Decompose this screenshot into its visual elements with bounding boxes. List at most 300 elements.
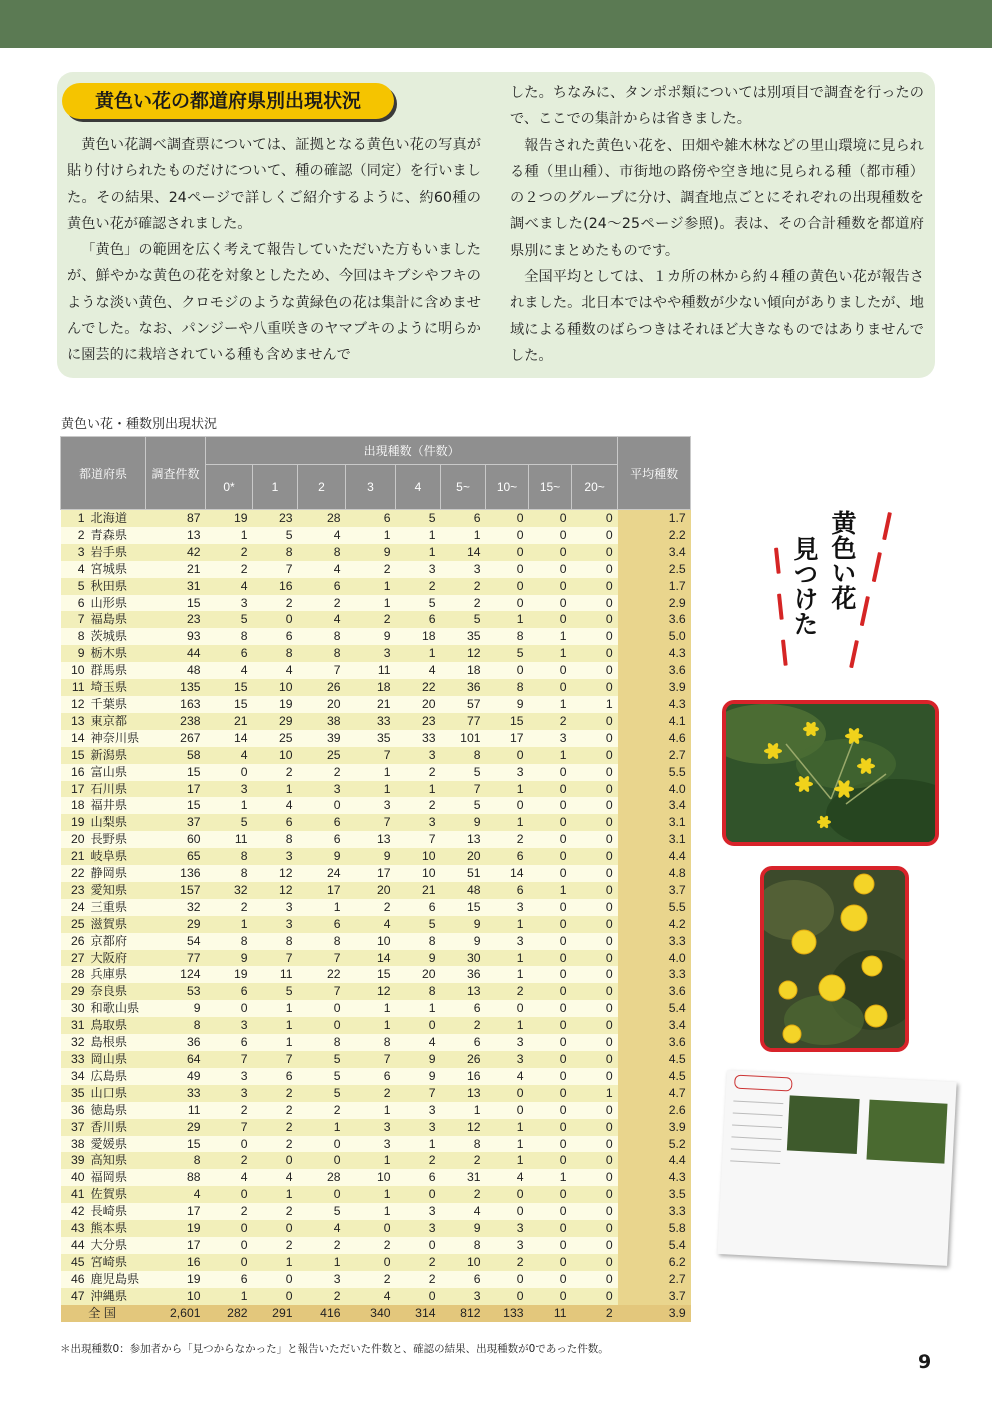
section-title: 黄色い花の都道府県別出現状況 (62, 83, 394, 119)
survey-sheet-line (733, 1112, 783, 1116)
species-count-cell: 6 (298, 916, 346, 933)
species-count-cell: 1 (486, 950, 529, 967)
species-count-cell: 7 (441, 781, 486, 798)
species-count-cell: 1 (206, 1288, 253, 1305)
species-count-cell: 1 (253, 1254, 298, 1271)
species-count-cell: 0 (572, 510, 618, 527)
species-count-cell: 3 (396, 814, 441, 831)
species-count-cell: 4 (253, 1169, 298, 1186)
species-count-cell: 6 (346, 510, 396, 527)
row-number: 31 (61, 1017, 88, 1034)
species-count-cell: 0 (298, 1000, 346, 1017)
table-row (61, 527, 691, 544)
species-count-cell: 9 (298, 848, 346, 865)
col-header-bin: 1 (253, 465, 298, 510)
row-number: 27 (61, 950, 88, 967)
table-row (61, 611, 691, 628)
col-header-bin: 15~ (529, 465, 572, 510)
prefecture-name: 岐阜県 (88, 848, 146, 865)
average-cell: 3.3 (618, 966, 691, 983)
species-count-cell: 2 (346, 1085, 396, 1102)
table-row (61, 831, 691, 848)
species-count-cell: 22 (298, 966, 346, 983)
species-count-cell: 5 (298, 1051, 346, 1068)
species-count-cell: 5 (298, 1203, 346, 1220)
survey-sheet-image (866, 1100, 947, 1164)
species-count-cell: 8 (298, 1034, 346, 1051)
species-count-cell: 26 (298, 679, 346, 696)
prefecture-name: 埼玉県 (88, 679, 146, 696)
flower-photo (760, 866, 909, 1052)
table-row (61, 983, 691, 1000)
prefecture-name: 宮城県 (88, 561, 146, 578)
survey-count: 77 (146, 950, 206, 967)
prefecture-name: 宮崎県 (88, 1254, 146, 1271)
species-count-cell: 2 (441, 1186, 486, 1203)
species-count-cell: 12 (441, 1119, 486, 1136)
species-count-cell: 0 (486, 1186, 529, 1203)
species-count-cell: 0 (529, 1254, 572, 1271)
species-count-cell: 5 (206, 814, 253, 831)
survey-count: 29 (146, 1119, 206, 1136)
table-row (61, 1186, 691, 1203)
species-count-cell: 32 (206, 882, 253, 899)
species-count-cell: 0 (206, 764, 253, 781)
species-count-cell: 1 (206, 916, 253, 933)
total-count-cell: 812 (441, 1305, 486, 1322)
species-count-cell: 0 (572, 1017, 618, 1034)
col-header-bin: 2 (298, 465, 346, 510)
species-count-cell: 8 (298, 628, 346, 645)
table-row (61, 1271, 691, 1288)
table-row (61, 1254, 691, 1271)
average-cell: 3.1 (618, 814, 691, 831)
prefecture-name: 石川県 (88, 781, 146, 798)
species-count-cell: 3 (206, 1017, 253, 1034)
species-count-cell: 3 (486, 1237, 529, 1254)
species-count-cell: 1 (346, 1000, 396, 1017)
species-count-cell: 7 (253, 1051, 298, 1068)
species-count-cell: 23 (396, 713, 441, 730)
survey-count: 49 (146, 1068, 206, 1085)
prefecture-name: 大阪府 (88, 950, 146, 967)
survey-count: 93 (146, 628, 206, 645)
species-count-cell: 8 (396, 933, 441, 950)
species-count-cell: 0 (486, 578, 529, 595)
species-count-cell: 7 (346, 747, 396, 764)
species-count-cell: 0 (529, 1068, 572, 1085)
prefecture-name: 滋賀県 (88, 916, 146, 933)
species-count-cell: 28 (298, 510, 346, 527)
species-count-cell: 2 (253, 1237, 298, 1254)
species-count-cell: 0 (572, 1237, 618, 1254)
survey-sheet-line (731, 1136, 781, 1140)
species-count-cell: 0 (572, 916, 618, 933)
total-count-cell: 2 (572, 1305, 618, 1322)
species-count-cell: 2 (396, 797, 441, 814)
species-count-cell: 33 (396, 730, 441, 747)
species-count-cell: 2 (346, 1237, 396, 1254)
table-row (61, 578, 691, 595)
species-count-cell: 5 (298, 1068, 346, 1085)
table-body (61, 510, 691, 1322)
species-count-cell: 1 (253, 1186, 298, 1203)
table-row (61, 628, 691, 645)
species-count-cell: 0 (572, 662, 618, 679)
survey-count: 267 (146, 730, 206, 747)
species-count-cell: 9 (396, 1068, 441, 1085)
species-count-cell: 6 (396, 899, 441, 916)
species-count-cell: 5 (396, 510, 441, 527)
species-count-cell: 2 (486, 831, 529, 848)
species-count-cell: 0 (486, 544, 529, 561)
species-count-cell: 2 (253, 764, 298, 781)
species-count-cell: 8 (253, 544, 298, 561)
survey-count: 58 (146, 747, 206, 764)
species-count-cell: 28 (298, 1169, 346, 1186)
prefecture-name: 広島県 (88, 1068, 146, 1085)
species-count-cell: 1 (396, 645, 441, 662)
species-count-cell: 0 (486, 1288, 529, 1305)
species-count-cell: 2 (529, 713, 572, 730)
table-row (61, 662, 691, 679)
species-count-cell: 0 (529, 1051, 572, 1068)
average-cell: 4.5 (618, 1068, 691, 1085)
species-count-cell: 0 (572, 1288, 618, 1305)
row-number: 16 (61, 764, 88, 781)
row-number: 10 (61, 662, 88, 679)
average-cell: 5.8 (618, 1220, 691, 1237)
species-count-cell: 3 (486, 1034, 529, 1051)
row-number: 18 (61, 797, 88, 814)
species-count-cell: 14 (441, 544, 486, 561)
species-count-cell: 0 (396, 1017, 441, 1034)
average-cell: 5.4 (618, 1237, 691, 1254)
species-count-cell: 0 (572, 1068, 618, 1085)
species-count-cell: 0 (529, 1288, 572, 1305)
species-count-cell: 0 (253, 1288, 298, 1305)
species-count-cell: 3 (253, 899, 298, 916)
species-count-cell: 0 (529, 595, 572, 612)
species-count-cell: 6 (486, 848, 529, 865)
species-count-cell: 8 (441, 747, 486, 764)
species-count-cell: 1 (529, 696, 572, 713)
species-count-cell: 4 (206, 747, 253, 764)
callout-line: 黄色い花 (828, 510, 857, 610)
total-label: 全 国 (61, 1305, 146, 1322)
col-header-bin: 10~ (486, 465, 529, 510)
species-count-cell: 2 (298, 764, 346, 781)
row-number: 21 (61, 848, 88, 865)
species-count-cell: 11 (206, 831, 253, 848)
species-count-cell: 1 (298, 1119, 346, 1136)
prefecture-name: 岩手県 (88, 544, 146, 561)
species-count-cell: 0 (572, 1186, 618, 1203)
survey-count: 23 (146, 611, 206, 628)
species-count-cell: 3 (396, 747, 441, 764)
survey-sheet-line (732, 1124, 782, 1128)
row-number: 46 (61, 1271, 88, 1288)
species-count-cell: 1 (346, 764, 396, 781)
species-count-cell: 0 (529, 1271, 572, 1288)
species-count-cell: 6 (441, 1271, 486, 1288)
prefecture-name: 兵庫県 (88, 966, 146, 983)
row-number: 34 (61, 1068, 88, 1085)
prefecture-name: 青森県 (88, 527, 146, 544)
species-count-cell: 1 (346, 527, 396, 544)
prefecture-name: 岡山県 (88, 1051, 146, 1068)
species-count-cell: 2 (346, 899, 396, 916)
species-count-cell: 3 (206, 595, 253, 612)
average-cell: 2.9 (618, 595, 691, 612)
species-count-cell: 11 (253, 966, 298, 983)
survey-sheet-line (730, 1160, 780, 1164)
average-cell: 4.7 (618, 1085, 691, 1102)
species-count-cell: 0 (529, 1119, 572, 1136)
species-count-cell: 2 (206, 1102, 253, 1119)
average-cell: 4.1 (618, 713, 691, 730)
species-count-cell: 57 (441, 696, 486, 713)
row-number: 3 (61, 544, 88, 561)
survey-count: 13 (146, 527, 206, 544)
species-count-cell: 0 (253, 611, 298, 628)
row-number: 20 (61, 831, 88, 848)
species-count-cell: 8 (298, 645, 346, 662)
species-count-cell: 1 (572, 696, 618, 713)
survey-count: 15 (146, 1136, 206, 1153)
species-count-cell: 6 (206, 645, 253, 662)
survey-count: 163 (146, 696, 206, 713)
species-count-cell: 18 (441, 662, 486, 679)
species-count-cell: 2 (206, 1152, 253, 1169)
species-count-cell: 1 (346, 1102, 396, 1119)
average-cell: 2.5 (618, 561, 691, 578)
average-cell: 2.6 (618, 1102, 691, 1119)
species-count-cell: 0 (572, 1254, 618, 1271)
species-count-cell: 19 (206, 966, 253, 983)
species-count-cell: 9 (441, 1220, 486, 1237)
species-count-cell: 0 (298, 1136, 346, 1153)
species-count-cell: 2 (346, 611, 396, 628)
species-count-cell: 13 (441, 983, 486, 1000)
species-count-cell: 6 (298, 578, 346, 595)
average-cell: 3.7 (618, 1288, 691, 1305)
average-cell: 3.4 (618, 797, 691, 814)
species-count-cell: 48 (441, 882, 486, 899)
species-count-cell: 2 (298, 1237, 346, 1254)
species-count-cell: 4 (346, 916, 396, 933)
average-cell: 3.4 (618, 544, 691, 561)
species-count-cell: 1 (486, 781, 529, 798)
species-count-cell: 0 (572, 1000, 618, 1017)
species-count-cell: 19 (206, 510, 253, 527)
species-count-cell: 4 (206, 578, 253, 595)
total-count-cell: 314 (396, 1305, 441, 1322)
species-count-cell: 8 (441, 1237, 486, 1254)
species-count-cell: 6 (441, 510, 486, 527)
species-count-cell: 4 (346, 1288, 396, 1305)
species-count-cell: 1 (486, 611, 529, 628)
species-count-cell: 1 (298, 1254, 346, 1271)
species-count-cell: 2 (396, 764, 441, 781)
average-cell: 5.5 (618, 764, 691, 781)
average-cell: 5.5 (618, 899, 691, 916)
species-count-cell: 15 (206, 679, 253, 696)
species-count-cell: 3 (346, 797, 396, 814)
species-count-cell: 0 (529, 611, 572, 628)
survey-count: 4 (146, 1186, 206, 1203)
species-count-cell: 14 (486, 865, 529, 882)
prefecture-name: 鳥取県 (88, 1017, 146, 1034)
species-count-cell: 0 (572, 831, 618, 848)
species-count-cell: 9 (441, 916, 486, 933)
prefecture-name: 佐賀県 (88, 1186, 146, 1203)
survey-count: 32 (146, 899, 206, 916)
table-row (61, 966, 691, 983)
survey-count: 19 (146, 1271, 206, 1288)
species-count-cell: 8 (206, 628, 253, 645)
species-count-cell: 1 (529, 628, 572, 645)
species-count-cell: 16 (441, 1068, 486, 1085)
average-cell: 3.3 (618, 1203, 691, 1220)
species-count-cell: 0 (486, 561, 529, 578)
table-row (61, 916, 691, 933)
species-count-cell: 6 (253, 628, 298, 645)
species-count-cell: 20 (396, 966, 441, 983)
species-count-cell: 0 (572, 747, 618, 764)
species-count-cell: 3 (486, 1220, 529, 1237)
species-count-cell: 1 (486, 1017, 529, 1034)
species-count-cell: 3 (396, 1102, 441, 1119)
table-row (61, 865, 691, 882)
total-average: 3.9 (618, 1305, 691, 1322)
species-count-cell: 0 (529, 916, 572, 933)
species-count-cell: 51 (441, 865, 486, 882)
species-count-cell: 26 (441, 1051, 486, 1068)
species-count-cell: 3 (396, 1220, 441, 1237)
species-count-cell: 0 (529, 662, 572, 679)
average-cell: 3.6 (618, 1034, 691, 1051)
species-count-cell: 2 (441, 1152, 486, 1169)
species-count-cell: 35 (346, 730, 396, 747)
species-count-cell: 2 (253, 1119, 298, 1136)
average-cell: 4.4 (618, 848, 691, 865)
species-count-cell: 0 (572, 848, 618, 865)
prefecture-name: 長崎県 (88, 1203, 146, 1220)
species-count-cell: 4 (298, 1220, 346, 1237)
species-count-cell: 1 (529, 882, 572, 899)
species-count-cell: 0 (253, 1152, 298, 1169)
species-count-cell: 14 (206, 730, 253, 747)
species-count-cell: 0 (572, 1051, 618, 1068)
species-count-cell: 3 (206, 1068, 253, 1085)
prefecture-name: 千葉県 (88, 696, 146, 713)
average-cell: 4.3 (618, 696, 691, 713)
species-count-cell: 4 (396, 662, 441, 679)
species-count-cell: 0 (298, 1152, 346, 1169)
species-count-cell: 6 (298, 831, 346, 848)
average-cell: 3.1 (618, 831, 691, 848)
species-count-cell: 18 (346, 679, 396, 696)
species-count-cell: 6 (206, 1034, 253, 1051)
species-count-cell: 0 (529, 544, 572, 561)
species-count-cell: 20 (396, 696, 441, 713)
species-count-cell: 13 (441, 831, 486, 848)
table-total-row (61, 1305, 691, 1322)
table-row (61, 933, 691, 950)
row-number: 35 (61, 1085, 88, 1102)
species-count-cell: 9 (206, 950, 253, 967)
species-count-cell: 0 (206, 1186, 253, 1203)
row-number: 23 (61, 882, 88, 899)
row-number: 5 (61, 578, 88, 595)
table-row (61, 561, 691, 578)
species-count-cell: 7 (253, 950, 298, 967)
species-count-cell: 0 (486, 527, 529, 544)
row-number: 41 (61, 1186, 88, 1203)
prefecture-name: 神奈川県 (88, 730, 146, 747)
species-count-cell: 2 (298, 1288, 346, 1305)
species-count-cell: 2 (206, 899, 253, 916)
average-cell: 2.2 (618, 527, 691, 544)
survey-count: 17 (146, 1237, 206, 1254)
species-count-cell: 0 (529, 966, 572, 983)
row-number: 19 (61, 814, 88, 831)
species-count-cell: 0 (298, 797, 346, 814)
survey-count: 15 (146, 764, 206, 781)
species-count-cell: 4 (396, 1034, 441, 1051)
intro-right-column (510, 80, 924, 369)
species-count-cell: 8 (486, 679, 529, 696)
survey-count: 36 (146, 1034, 206, 1051)
row-number: 14 (61, 730, 88, 747)
species-count-cell: 1 (441, 527, 486, 544)
species-count-cell: 1 (441, 1102, 486, 1119)
col-header-average: 平均種数 (618, 437, 691, 510)
table-row (61, 1237, 691, 1254)
species-count-cell: 17 (486, 730, 529, 747)
species-count-cell: 1 (346, 1203, 396, 1220)
species-count-cell: 0 (486, 1102, 529, 1119)
species-count-cell: 36 (441, 679, 486, 696)
species-count-cell: 2 (206, 561, 253, 578)
table-row (61, 713, 691, 730)
average-cell: 4.5 (618, 1051, 691, 1068)
survey-count: 8 (146, 1152, 206, 1169)
header-band (0, 0, 992, 48)
species-count-cell: 2 (441, 578, 486, 595)
species-count-cell: 8 (206, 848, 253, 865)
prefecture-name: 福岡県 (88, 1169, 146, 1186)
prefecture-name: 和歌山県 (88, 1000, 146, 1017)
survey-count: 17 (146, 781, 206, 798)
species-count-cell: 0 (572, 1271, 618, 1288)
species-count-cell: 2 (253, 1136, 298, 1153)
table-caption: 黄色い花・種数別出現状況 (61, 417, 218, 432)
average-cell: 2.7 (618, 747, 691, 764)
species-count-cell: 0 (572, 1169, 618, 1186)
species-count-cell: 10 (253, 747, 298, 764)
species-count-cell: 1 (486, 1136, 529, 1153)
species-count-cell: 0 (572, 1102, 618, 1119)
average-cell: 3.5 (618, 1186, 691, 1203)
table-row (61, 814, 691, 831)
prefecture-table (60, 436, 691, 1322)
species-count-cell: 2 (298, 595, 346, 612)
species-count-cell: 2 (441, 595, 486, 612)
species-count-cell: 38 (298, 713, 346, 730)
species-count-cell: 1 (529, 747, 572, 764)
